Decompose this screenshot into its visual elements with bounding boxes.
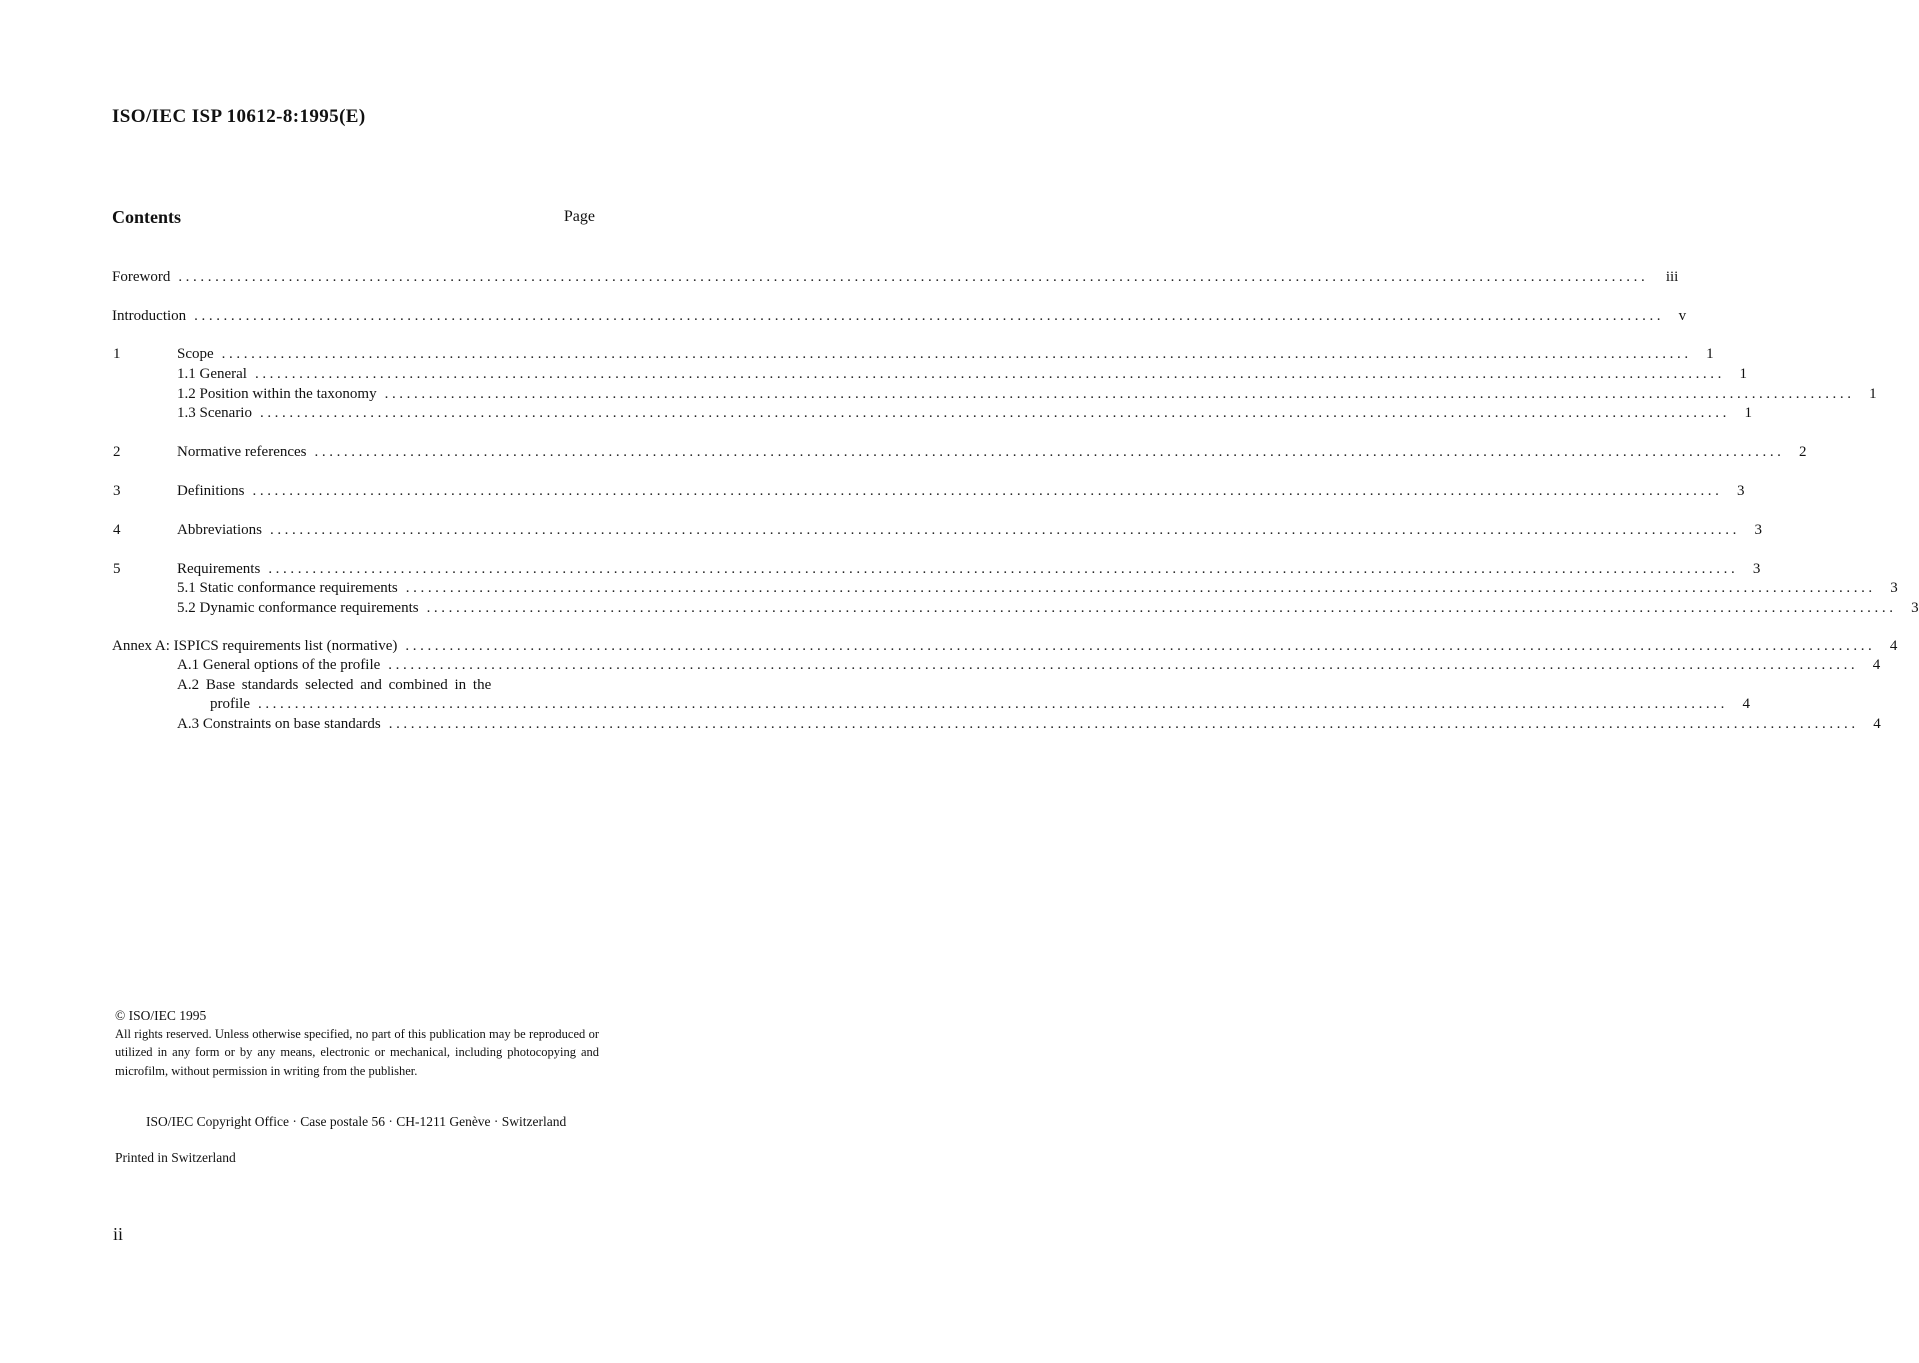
toc-entry-title: A.1 General options of the profile — [177, 655, 388, 675]
toc-entry-number: 1 — [113, 346, 121, 362]
toc-entry-title: 1.2 Position within the taxonomy — [177, 384, 385, 404]
toc-entry-introduction[interactable] — [112, 306, 1687, 326]
toc-entry-number: 2 — [113, 444, 121, 460]
toc-entry-title: Annex A: ISPICS requirements list (normative) — [112, 636, 405, 656]
toc-entry-title: Scope — [177, 344, 222, 364]
dot-leader: ........................................................................................................................................................................................................ — [405, 638, 1876, 654]
toc-entry-abbreviations[interactable] — [177, 520, 1762, 540]
toc-entry-page: 4 — [1873, 716, 1881, 732]
toc-entry-scope[interactable] — [177, 344, 1714, 364]
toc-subentry-base-standards-line2[interactable] — [210, 694, 1750, 714]
toc-subentry-constraints[interactable] — [177, 714, 1881, 734]
dot-leader: ........................................................................................................................................................................................................ — [178, 269, 1649, 285]
dot-leader: ........................................................................................................................................................................................................ — [268, 561, 1739, 577]
toc-entry-page: 3 — [1737, 483, 1745, 499]
toc-entry-page: 4 — [1872, 657, 1881, 673]
toc-entry-title: Introduction — [112, 306, 194, 326]
toc-entry-annex-a[interactable] — [112, 636, 1898, 656]
toc-entry-title: Normative references — [177, 442, 315, 462]
toc-entry-requirements[interactable] — [177, 559, 1761, 579]
copyright-notice: © ISO/IEC 1995 — [115, 1008, 207, 1023]
dot-leader: ........................................................................................................................................................................................................ — [388, 716, 1859, 732]
toc-entry-page: 1 — [1706, 346, 1714, 362]
document-id: ISO/IEC ISP 10612-8:1995(E) — [112, 106, 366, 127]
page-column-label: Page — [563, 208, 595, 225]
rights-statement: All rights reserved. Unless otherwise specified, no part of this publication may be reproduced or utilized in any form or by any means, electronic or mechanical, including photocopying and microfilm, without permission in writing from the publisher. — [115, 1027, 599, 1078]
dot-leader: ........................................................................................................................................................................................................ — [221, 346, 1692, 362]
dot-leader: ........................................................................................................................................................................................................ — [405, 580, 1876, 596]
toc-entry-page: 3 — [1752, 561, 1761, 577]
toc-entry-title: A.3 Constraints on base standards — [177, 714, 389, 734]
dot-leader: ........................................................................................................................................................................................................ — [254, 366, 1725, 382]
page-number: ii — [113, 1224, 124, 1244]
toc-subentry-general-options[interactable] — [177, 655, 1881, 675]
toc-entry-page: 1 — [1744, 405, 1752, 421]
toc-entry-page: iii — [1665, 269, 1679, 285]
toc-entry-title: Requirements — [177, 559, 268, 579]
dot-leader: ........................................................................................................................................................................................................ — [194, 308, 1665, 324]
toc-entry-title: Abbreviations — [177, 520, 270, 540]
contents-heading: Contents — [112, 207, 182, 227]
toc-entry-title: 1.3 Scenario — [177, 403, 260, 423]
toc-entry-foreword[interactable] — [112, 267, 1679, 287]
toc-entry-page: 1 — [1869, 386, 1877, 402]
toc-entry-page: 4 — [1889, 638, 1898, 654]
toc-entry-title: Foreword — [112, 267, 178, 287]
toc-entry-page: 3 — [1911, 600, 1919, 616]
toc-entry-page: 1 — [1739, 366, 1747, 382]
dot-leader: ........................................................................................................................................................................................................ — [426, 600, 1897, 616]
toc-entry-title: Definitions — [177, 481, 253, 501]
toc-entry-page: 3 — [1754, 522, 1762, 538]
dot-leader: ........................................................................................................................................................................................................ — [257, 696, 1728, 712]
toc-entry-page: 4 — [1742, 696, 1750, 712]
toc-entry-page: 3 — [1890, 580, 1898, 596]
dot-leader: ........................................................................................................................................................................................................ — [388, 657, 1859, 673]
toc-entry-title: 1.1 General — [177, 364, 255, 384]
dot-leader: ........................................................................................................................................................................................................ — [269, 522, 1740, 538]
toc-entry-title: 5.1 Static conformance requirements — [177, 578, 406, 598]
toc-subentry-scenario[interactable] — [177, 403, 1752, 423]
toc-entry-number: 3 — [113, 483, 121, 499]
dot-leader: ........................................................................................................................................................................................................ — [259, 405, 1730, 421]
printed-in-notice: Printed in Switzerland — [115, 1150, 236, 1165]
toc-entry-number: 4 — [113, 522, 121, 538]
toc-entry-definitions[interactable] — [177, 481, 1745, 501]
dot-leader: ........................................................................................................................................................................................................ — [384, 386, 1855, 402]
toc-subentry-static-conformance[interactable] — [177, 578, 1898, 598]
toc-entry-page: v — [1678, 308, 1687, 324]
toc-subentry-dynamic-conformance[interactable] — [177, 598, 1919, 618]
toc-entry-title: 5.2 Dynamic conformance requirements — [177, 598, 427, 618]
toc-entry-normative-references[interactable] — [177, 442, 1807, 462]
dot-leader: ........................................................................................................................................................................................................ — [314, 444, 1785, 460]
toc-entry-page: 2 — [1799, 444, 1807, 460]
toc-subentry-base-standards-line1[interactable]: A.2 Base standards selected and combined in the — [177, 677, 492, 693]
toc-subentry-general[interactable] — [177, 364, 1747, 384]
toc-entry-number: 5 — [113, 561, 121, 577]
copyright-office-address: ISO/IEC Copyright Office · Case postale 56 · CH-1211 Genève · Switzerland — [146, 1114, 567, 1129]
toc-entry-title: profile — [210, 694, 258, 714]
toc-subentry-position[interactable] — [177, 384, 1877, 404]
dot-leader: ........................................................................................................................................................................................................ — [252, 483, 1723, 499]
